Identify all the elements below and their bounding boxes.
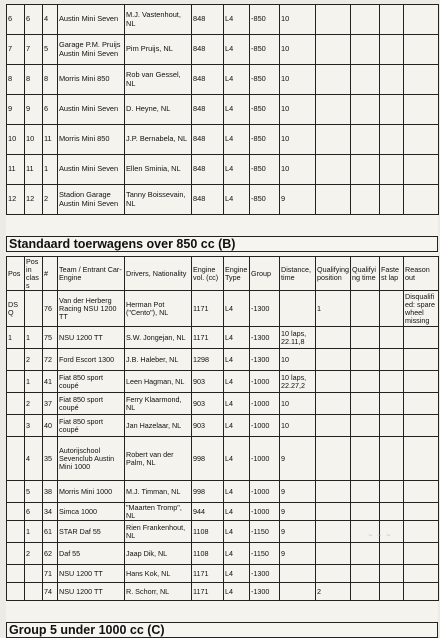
table-cell: 1 (25, 371, 43, 393)
table-cell (380, 543, 404, 565)
table-cell: Fiat 850 sport coupé (58, 393, 125, 415)
table-cell (351, 65, 380, 95)
table-cell: -1300 (250, 349, 280, 371)
table-cell (404, 393, 439, 415)
table-cell: 40 (43, 415, 58, 437)
table-cell (351, 393, 380, 415)
table-cell: 4 (43, 5, 58, 35)
table-cell (404, 503, 439, 521)
table-cell: Ferry Klaarmond, NL (125, 393, 192, 415)
table-cell: 12 (7, 185, 25, 215)
table-cell: 11 (43, 125, 58, 155)
table-cell: 944 (192, 503, 224, 521)
table-cell (404, 327, 439, 349)
table-cell: Ellen Sminia, NL (125, 155, 192, 185)
column-header: Reason out (404, 257, 439, 291)
table-cell: Garage P.M. Pruijs Austin Mini Seven (58, 35, 125, 65)
table-cell: Daf 55 (58, 543, 125, 565)
table-row (7, 125, 439, 155)
table-row (7, 393, 439, 415)
table-cell (380, 583, 404, 601)
table-cell (351, 125, 380, 155)
table-row (7, 185, 439, 215)
table-cell: 9 (280, 521, 316, 543)
table-cell: L4 (224, 185, 250, 215)
table-cell (351, 371, 380, 393)
table-cell: -1150 (250, 543, 280, 565)
table-cell (404, 125, 439, 155)
table-cell: Herman Pot ("Cento"), NL (125, 291, 192, 327)
table-cell: L4 (224, 349, 250, 371)
results-table-b (6, 256, 439, 601)
table-cell (25, 565, 43, 583)
table-cell: 848 (192, 65, 224, 95)
table-cell: Austin Mini Seven (58, 155, 125, 185)
table-cell: L4 (224, 155, 250, 185)
table-cell (351, 481, 380, 503)
table-cell: Morris Mini 1000 (58, 481, 125, 503)
table-row (7, 327, 439, 349)
table-cell: 4 (25, 437, 43, 481)
table-cell (7, 543, 25, 565)
table-cell (316, 349, 351, 371)
table-cell (351, 35, 380, 65)
table-cell: 848 (192, 155, 224, 185)
table-cell: 10 (280, 65, 316, 95)
table-row (7, 481, 439, 503)
table-row (7, 583, 439, 601)
table-cell: -1000 (250, 481, 280, 503)
table-cell (380, 349, 404, 371)
table-cell (316, 5, 351, 35)
table-cell: Rien Frankenhout, NL (125, 521, 192, 543)
table-cell (380, 481, 404, 503)
table-cell (7, 415, 25, 437)
table-cell (380, 291, 404, 327)
table-cell: 903 (192, 371, 224, 393)
table-cell (351, 415, 380, 437)
table-cell (404, 437, 439, 481)
table-cell: 2 (43, 185, 58, 215)
table-cell: L4 (224, 481, 250, 503)
table-cell: -850 (250, 35, 280, 65)
table-row (7, 437, 439, 481)
table-cell (351, 437, 380, 481)
pencil-note: ~ ~ ~ (368, 532, 392, 539)
table-cell: -1000 (250, 437, 280, 481)
column-header: Qualifying time (351, 257, 380, 291)
table-cell: L4 (224, 543, 250, 565)
table-cell: 1298 (192, 349, 224, 371)
table-cell: -1150 (250, 521, 280, 543)
table-cell: Morris Mini 850 (58, 125, 125, 155)
table-cell: 1108 (192, 521, 224, 543)
table-cell: 8 (43, 65, 58, 95)
table-cell (7, 481, 25, 503)
table-cell (351, 503, 380, 521)
table-cell (351, 95, 380, 125)
table-cell: 1 (25, 521, 43, 543)
table-cell: D. Heyne, NL (125, 95, 192, 125)
table-cell (316, 415, 351, 437)
table-cell: STAR Daf 55 (58, 521, 125, 543)
table-cell: L4 (224, 95, 250, 125)
table-cell: 75 (43, 327, 58, 349)
column-header: Pos (7, 257, 25, 291)
table-cell (351, 583, 380, 601)
table-cell (351, 327, 380, 349)
table-cell: 9 (280, 185, 316, 215)
table-cell: 903 (192, 415, 224, 437)
table-cell (404, 481, 439, 503)
table-cell (316, 371, 351, 393)
table-cell (351, 155, 380, 185)
table-cell: -850 (250, 155, 280, 185)
table-cell: 74 (43, 583, 58, 601)
table-cell: L4 (224, 393, 250, 415)
table-cell: -850 (250, 125, 280, 155)
table-cell: Van der Herberg Racing NSU 1200 TT (58, 291, 125, 327)
table-cell: 9 (25, 95, 43, 125)
table-cell: S.W. Jongejan, NL (125, 327, 192, 349)
table-cell (404, 5, 439, 35)
table-cell: L4 (224, 503, 250, 521)
table-cell (316, 521, 351, 543)
table-cell: 2 (25, 543, 43, 565)
table-cell: Robert van der Palm, NL (125, 437, 192, 481)
table-cell: 11 (25, 155, 43, 185)
table-cell (280, 291, 316, 327)
table-cell (7, 503, 25, 521)
column-header: Pos in class (25, 257, 43, 291)
table-cell (316, 503, 351, 521)
table-cell: Autorijschool Sevenclub Austin Mini 1000 (58, 437, 125, 481)
column-header: Team / Entrant Car- Engine (58, 257, 125, 291)
table-cell: Morris Mini 850 (58, 65, 125, 95)
table-cell: 10 (280, 5, 316, 35)
table-cell: 998 (192, 481, 224, 503)
table-cell: 41 (43, 371, 58, 393)
table-cell: DSQ (7, 291, 25, 327)
table-cell: L4 (224, 291, 250, 327)
table-cell: 1 (43, 155, 58, 185)
table-cell (380, 371, 404, 393)
table-cell: L4 (224, 371, 250, 393)
table-cell: L4 (224, 125, 250, 155)
table-cell: L4 (224, 437, 250, 481)
table-cell: 2 (316, 583, 351, 601)
table-cell (380, 327, 404, 349)
table-cell (380, 35, 404, 65)
table-cell: 9 (7, 95, 25, 125)
table-cell: L4 (224, 415, 250, 437)
column-header: Qualifying position (316, 257, 351, 291)
table-cell: 10 (280, 35, 316, 65)
table-cell: L4 (224, 583, 250, 601)
table-cell: Simca 1000 (58, 503, 125, 521)
table-cell: 9 (280, 543, 316, 565)
table-cell: 2 (25, 349, 43, 371)
table-cell (404, 349, 439, 371)
table-cell: 10 (280, 155, 316, 185)
table-cell (380, 393, 404, 415)
table-cell: -1000 (250, 393, 280, 415)
table-cell (404, 35, 439, 65)
table-row (7, 543, 439, 565)
table-cell: Pim Pruijs, NL (125, 35, 192, 65)
table-cell (404, 521, 439, 543)
table-cell: NSU 1200 TT (58, 583, 125, 601)
column-header: Distance, time (280, 257, 316, 291)
results-table-a (6, 4, 439, 215)
table-cell: 5 (25, 481, 43, 503)
table-cell: 61 (43, 521, 58, 543)
table-cell: 76 (43, 291, 58, 327)
table-cell (380, 95, 404, 125)
table-cell (351, 565, 380, 583)
table-cell (380, 155, 404, 185)
table-cell: 10 (25, 125, 43, 155)
table-cell: Hans Kok, NL (125, 565, 192, 583)
table-cell (380, 503, 404, 521)
table-cell: 9 (280, 481, 316, 503)
table-cell: Austin Mini Seven (58, 5, 125, 35)
table-cell (316, 125, 351, 155)
table-row (7, 35, 439, 65)
table-cell: 848 (192, 35, 224, 65)
table-cell: 10 (280, 95, 316, 125)
table-cell: 9 (280, 437, 316, 481)
table-cell: 8 (25, 65, 43, 95)
table-cell: M.J. Timman, NL (125, 481, 192, 503)
column-header: Drivers, Nationality (125, 257, 192, 291)
table-cell: NSU 1200 TT (58, 327, 125, 349)
table-cell: 10 laps, 22.27,2 (280, 371, 316, 393)
column-header: Group (250, 257, 280, 291)
table-cell: J.B. Haleber, NL (125, 349, 192, 371)
table-cell (7, 521, 25, 543)
table-cell (380, 437, 404, 481)
table-cell: 3 (25, 415, 43, 437)
table-cell (380, 185, 404, 215)
table-cell (351, 291, 380, 327)
table-cell (316, 65, 351, 95)
table-cell (404, 565, 439, 583)
section-title-c: Group 5 under 1000 cc (C) (6, 622, 438, 638)
table-cell (280, 565, 316, 583)
table-cell: Fiat 850 sport coupé (58, 371, 125, 393)
table-cell: Jan Hazelaar, NL (125, 415, 192, 437)
table-cell: -1000 (250, 415, 280, 437)
table-cell (380, 415, 404, 437)
table-row (7, 503, 439, 521)
table-cell (316, 543, 351, 565)
table-cell: 998 (192, 437, 224, 481)
table-cell: 37 (43, 393, 58, 415)
table-cell (316, 565, 351, 583)
table-cell: Leen Hagman, NL (125, 371, 192, 393)
table-row (7, 5, 439, 35)
table-cell (7, 437, 25, 481)
table-cell (351, 185, 380, 215)
table-cell: 71 (43, 565, 58, 583)
table-cell (316, 393, 351, 415)
table-cell: Fiat 850 sport coupé (58, 415, 125, 437)
table-row (7, 65, 439, 95)
table-cell: 2 (25, 393, 43, 415)
table-row (7, 415, 439, 437)
table-cell: 903 (192, 393, 224, 415)
table-row (7, 349, 439, 371)
table-cell: L4 (224, 565, 250, 583)
table-cell (316, 481, 351, 503)
table-cell: 1 (316, 291, 351, 327)
table-row (7, 95, 439, 125)
table-cell: 62 (43, 543, 58, 565)
table-cell: Austin Mini Seven (58, 95, 125, 125)
table-cell: -850 (250, 185, 280, 215)
table-cell (404, 371, 439, 393)
table-cell: 848 (192, 95, 224, 125)
table-cell (25, 291, 43, 327)
table-cell: 1 (7, 327, 25, 349)
table-cell: 10 (280, 125, 316, 155)
table-cell: 848 (192, 185, 224, 215)
table-cell: L4 (224, 35, 250, 65)
table-cell (25, 583, 43, 601)
table-row (7, 291, 439, 327)
results-page (6, 4, 438, 638)
table-cell: 38 (43, 481, 58, 503)
table-cell: L4 (224, 327, 250, 349)
table-cell: -850 (250, 5, 280, 35)
column-header: Fastest lap (380, 257, 404, 291)
column-header: Engine Type (224, 257, 250, 291)
table-cell: 10 (280, 393, 316, 415)
table-cell: 1 (25, 327, 43, 349)
table-cell: L4 (224, 65, 250, 95)
table-cell: Stadion Garage Austin Mini Seven (58, 185, 125, 215)
table-cell: L4 (224, 5, 250, 35)
table-cell (316, 35, 351, 65)
table-cell: -1300 (250, 291, 280, 327)
table-cell: J.P. Bernabela, NL (125, 125, 192, 155)
table-cell: 10 (280, 415, 316, 437)
table-cell: 11 (7, 155, 25, 185)
table-cell (7, 393, 25, 415)
table-cell: R. Schorr, NL (125, 583, 192, 601)
table-cell (380, 565, 404, 583)
table-cell (316, 437, 351, 481)
table-cell: 6 (43, 95, 58, 125)
table-cell: 9 (280, 503, 316, 521)
table-cell: -1300 (250, 327, 280, 349)
table-cell: 1171 (192, 565, 224, 583)
table-cell: 1171 (192, 291, 224, 327)
column-header: # (43, 257, 58, 291)
table-cell (7, 371, 25, 393)
table-cell (404, 185, 439, 215)
table-cell: 5 (43, 35, 58, 65)
table-cell (380, 5, 404, 35)
table-cell: -1300 (250, 565, 280, 583)
table-cell (7, 565, 25, 583)
table-cell (404, 155, 439, 185)
table-cell (380, 65, 404, 95)
table-cell: 6 (25, 503, 43, 521)
table-cell: Jaap Dik, NL (125, 543, 192, 565)
table-cell (351, 349, 380, 371)
table-cell: M.J. Vastenhout, NL (125, 5, 192, 35)
table-cell (404, 415, 439, 437)
table-cell: 7 (25, 35, 43, 65)
table-cell: 848 (192, 5, 224, 35)
table-cell: 6 (7, 5, 25, 35)
table-cell: -1000 (250, 503, 280, 521)
table-cell (351, 5, 380, 35)
table-cell (404, 543, 439, 565)
table-row (7, 155, 439, 185)
table-cell: NSU 1200 TT (58, 565, 125, 583)
table-cell: -850 (250, 65, 280, 95)
table-cell (7, 583, 25, 601)
table-cell (404, 65, 439, 95)
table-cell: 10 laps, 22.11,8 (280, 327, 316, 349)
table-cell (404, 583, 439, 601)
table-cell (316, 185, 351, 215)
table-cell: -1000 (250, 371, 280, 393)
table-cell: 7 (7, 35, 25, 65)
table-cell: 1108 (192, 543, 224, 565)
column-header: Engine vol. (cc) (192, 257, 224, 291)
table-cell: -1300 (250, 583, 280, 601)
section-title-b: Standaard toerwagens over 850 cc (B) (6, 236, 438, 252)
table-cell (316, 95, 351, 125)
table-cell (351, 543, 380, 565)
table-cell (316, 155, 351, 185)
table-row (7, 565, 439, 583)
table-cell (404, 95, 439, 125)
table-cell (316, 327, 351, 349)
table-cell: 1171 (192, 583, 224, 601)
table-cell: 35 (43, 437, 58, 481)
table-cell: L4 (224, 521, 250, 543)
table-cell: 848 (192, 125, 224, 155)
table-row (7, 371, 439, 393)
table-cell: 12 (25, 185, 43, 215)
table-cell: 1171 (192, 327, 224, 349)
table-cell (7, 349, 25, 371)
table-header-row (7, 257, 439, 291)
table-cell: 10 (280, 349, 316, 371)
table-cell: "Maarten Tromp", NL (125, 503, 192, 521)
table-cell: 72 (43, 349, 58, 371)
table-cell: 34 (43, 503, 58, 521)
table-cell: 6 (25, 5, 43, 35)
table-cell (280, 583, 316, 601)
table-cell: Tanny Boissevain, NL (125, 185, 192, 215)
table-cell: 8 (7, 65, 25, 95)
table-cell (380, 125, 404, 155)
table-cell: Disqualified: spare wheel missing (404, 291, 439, 327)
table-cell: Rob van Gessel, NL (125, 65, 192, 95)
table-cell: Ford Escort 1300 (58, 349, 125, 371)
table-cell: -850 (250, 95, 280, 125)
table-cell: 10 (7, 125, 25, 155)
